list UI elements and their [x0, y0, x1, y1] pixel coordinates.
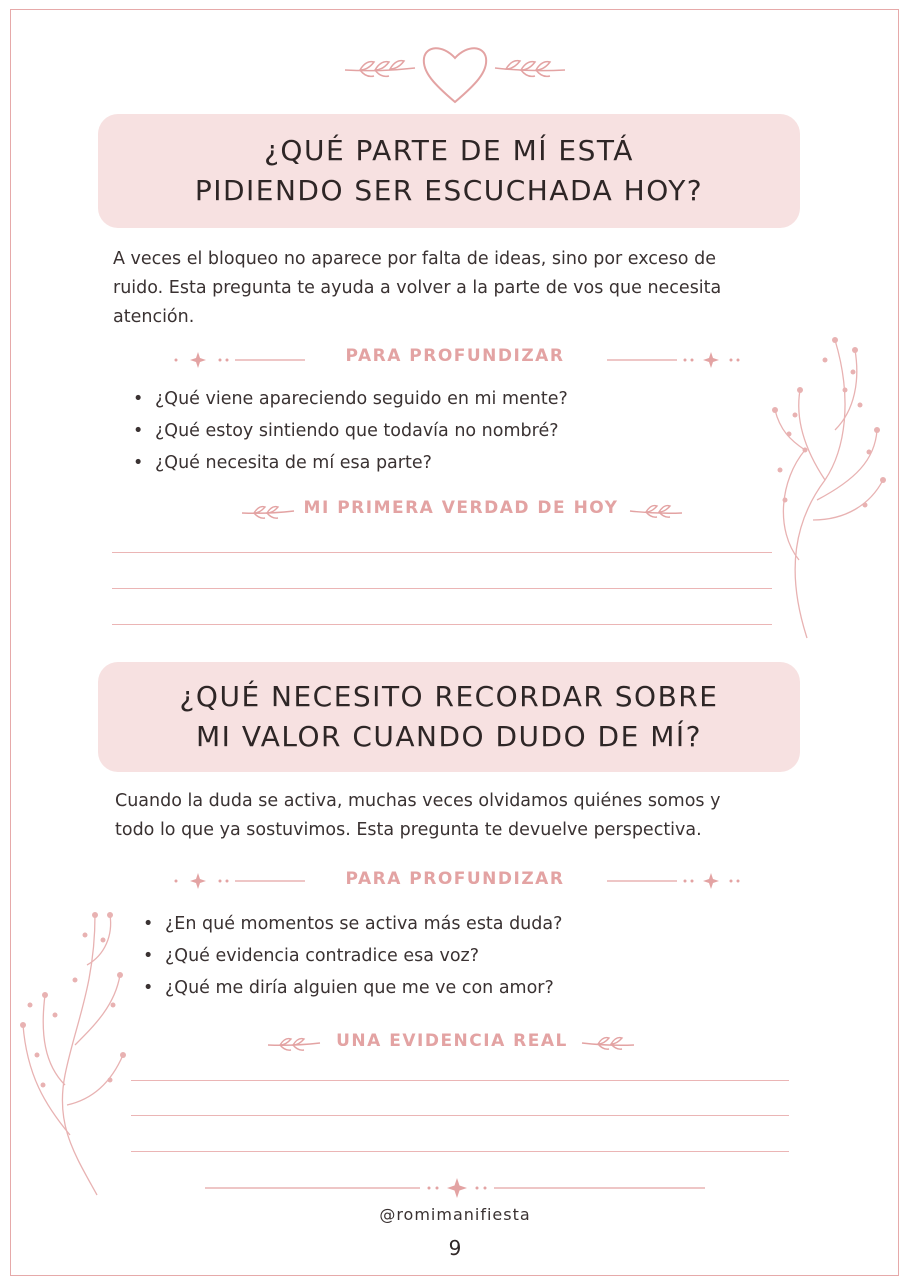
section-2-answer-label: UNA EVIDENCIA REAL	[336, 1031, 568, 1051]
floral-branch-icon	[15, 905, 130, 1200]
sparkle-divider-left	[170, 350, 310, 370]
list-item: • ¿Qué viene apareciendo seguido en mi mente?	[133, 383, 733, 415]
section-2-title-box	[98, 662, 800, 772]
sparkle-icon	[447, 1178, 467, 1198]
section-2-title-line1: ¿QUÉ NECESITO RECORDAR SOBRE	[179, 680, 719, 713]
sparkle-divider-right	[607, 350, 747, 370]
page-number: 9	[448, 1236, 462, 1260]
list-item: • ¿En qué momentos se activa más esta duda?	[143, 908, 743, 940]
laurel-icon	[495, 61, 565, 77]
section-1-question-list	[133, 383, 733, 479]
section-2-intro	[115, 787, 785, 845]
section-1-answer-label: MI PRIMERA VERDAD DE HOY	[303, 498, 619, 518]
laurel-icon	[345, 61, 415, 77]
section-1-title-box	[98, 114, 800, 228]
sparkle-icon	[703, 352, 719, 368]
list-item: • ¿Qué necesita de mí esa parte?	[133, 447, 733, 479]
list-item: • ¿Qué estoy sintiendo que todavía no nombré?	[133, 415, 733, 447]
laurel-icon	[628, 502, 684, 522]
sparkle-divider-right	[607, 871, 747, 891]
answer-line[interactable]	[112, 624, 772, 625]
answer-line[interactable]	[112, 552, 772, 553]
sparkle-divider-left	[170, 871, 310, 891]
section-2-deepen-label: PARA PROFUNDIZAR	[345, 869, 565, 889]
floral-branch-icon	[765, 330, 890, 645]
section-1-deepen-label: PARA PROFUNDIZAR	[345, 346, 565, 366]
section-1-title-line1: ¿QUÉ PARTE DE MÍ ESTÁ	[264, 134, 634, 167]
sparkle-icon	[703, 873, 719, 889]
heart-laurel-ornament	[340, 40, 570, 110]
sparkle-icon	[190, 873, 206, 889]
answer-line[interactable]	[131, 1151, 789, 1152]
answer-line[interactable]	[131, 1115, 789, 1116]
answer-line[interactable]	[131, 1080, 789, 1081]
answer-line[interactable]	[112, 588, 772, 589]
intro-line: atención.	[113, 307, 195, 327]
list-item: • ¿Qué evidencia contradice esa voz?	[143, 940, 743, 972]
footer-sparkle-divider	[205, 1177, 705, 1199]
section-2-question-list	[143, 908, 743, 1004]
heart-icon	[424, 48, 486, 102]
intro-line: A veces el bloqueo no aparece por falta de ideas, sino por exceso de	[113, 249, 716, 269]
section-1-title-line2: PIDIENDO SER ESCUCHADA HOY?	[194, 174, 704, 207]
footer-handle: @romimanifiesta	[379, 1205, 531, 1224]
laurel-icon	[266, 1034, 322, 1054]
intro-line: Cuando la duda se activa, muchas veces olvidamos quiénes somos y	[115, 791, 721, 811]
section-2-title-line2: MI VALOR CUANDO DUDO DE MÍ?	[196, 720, 702, 753]
sparkle-icon	[190, 352, 206, 368]
section-1-intro	[113, 245, 783, 332]
list-item: • ¿Qué me diría alguien que me ve con amor?	[143, 972, 743, 1004]
intro-line: todo lo que ya sostuvimos. Esta pregunta te devuelve perspectiva.	[115, 820, 702, 840]
laurel-icon	[240, 502, 296, 522]
intro-line: ruido. Esta pregunta te ayuda a volver a la parte de vos que necesita	[113, 278, 722, 298]
laurel-icon	[580, 1034, 636, 1054]
